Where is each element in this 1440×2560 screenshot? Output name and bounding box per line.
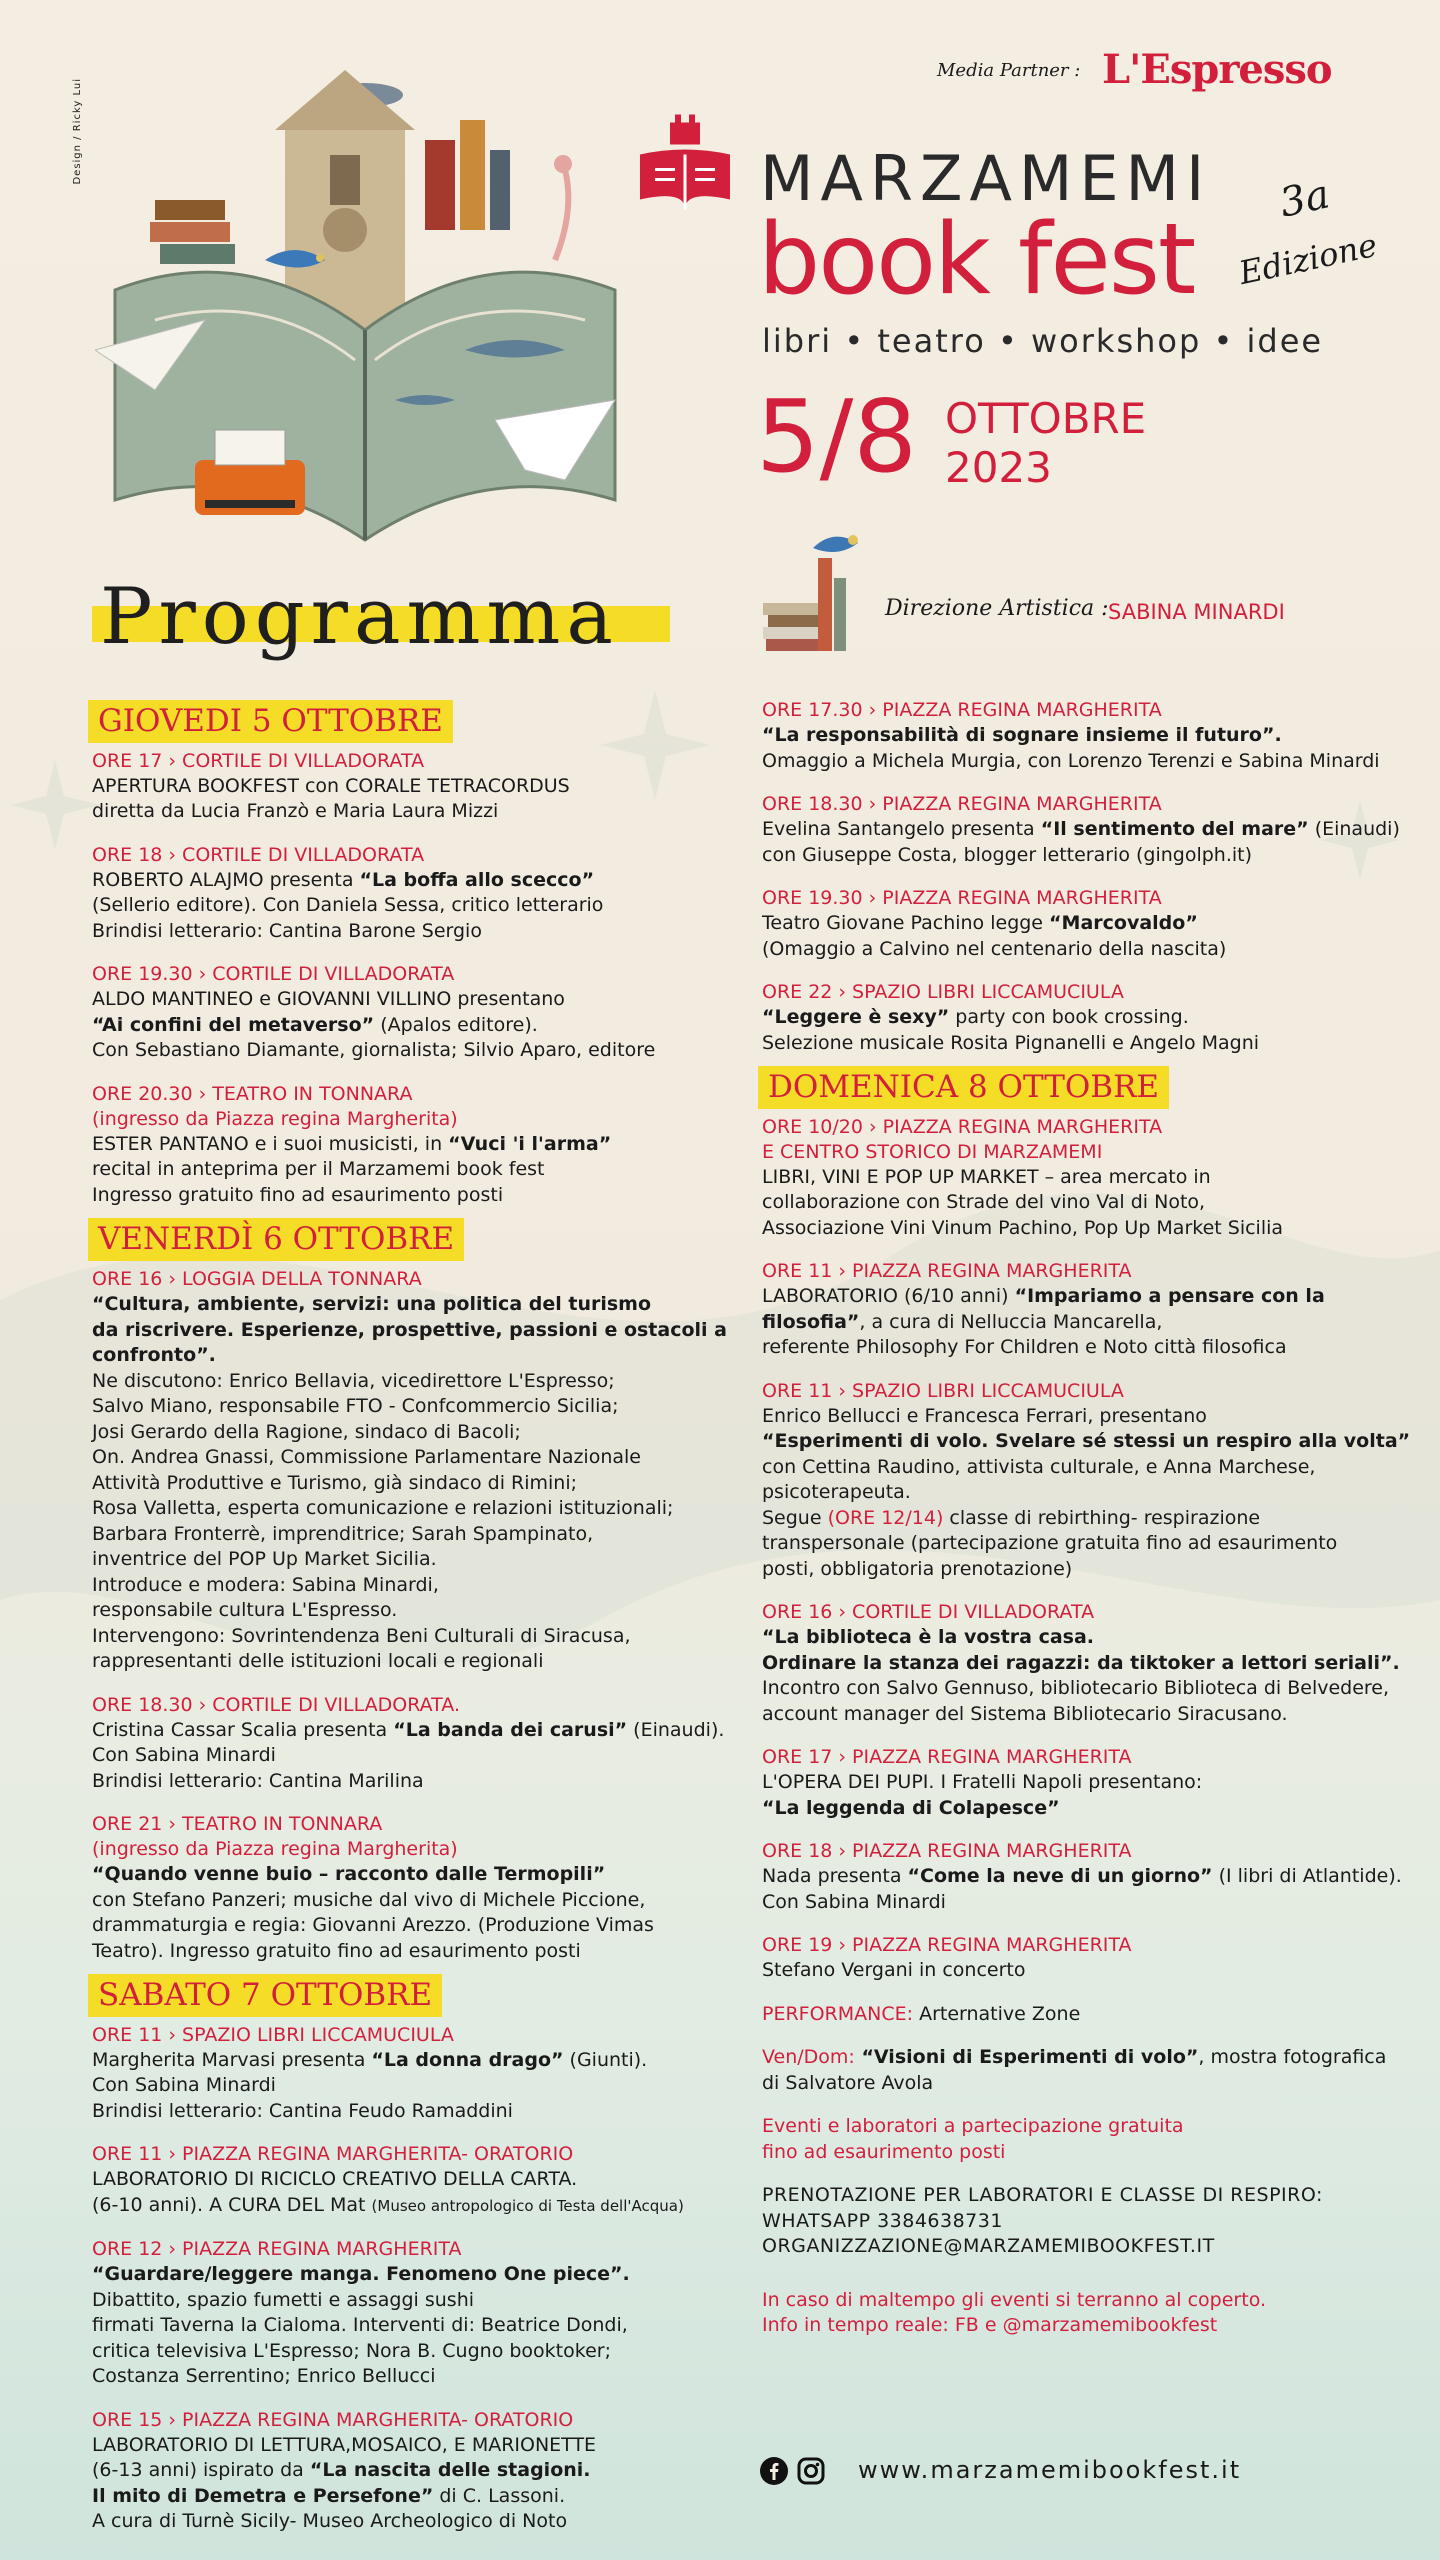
event-description: “Leggere è sexy” party con book crossing. Selezione musicale Rosita Pignanelli e Angelo Magni [762,1006,1260,1054]
event-description: ROBERTO ALAJMO presenta “La boffa allo scecco” (Sellerio editore). Con Daniela Sessa, critico letterario Brindisi letterario: Cantina Barone Sergio [92,868,604,942]
event-time-place: ORE 19 › PIAZZA REGINA MARGHERITA [762,1934,1132,1957]
event-time-place: ORE 16 › LOGGIA DELLA TONNARA [92,1268,422,1290]
event-description: LABORATORIO DI LETTURA,MOSAICO, E MARIONETTE (6-13 anni) ispirato da “La nascita delle stagioni. Il mito di Demetra e Persefone” di C. Lassoni. A cura di Turnè Sicily- Museo Archeologico di Noto [92,2433,597,2533]
event-item [762,1115,1412,1242]
event-item [92,749,732,825]
event-time-place: ORE 11 › PIAZZA REGINA MARGHERITA [762,1260,1132,1283]
tagline: libri • teatro • workshop • idee [762,322,1324,360]
festival-dates: 5/8 [756,378,917,495]
day-heading-friday: VENERDÌ 6 OTTOBRE [88,1218,464,1261]
logo-book-icon [635,112,735,217]
event-time-place: ORE 12 › PIAZZA REGINA MARGHERITA [92,2238,462,2261]
event-time-place: ORE 11 › PIAZZA REGINA MARGHERITA- ORATORIO [92,2143,574,2166]
event-time-place: ORE 18.30 › CORTILE DI VILLADORATA. [92,1693,461,1716]
event-time-place: ORE 17 › PIAZZA REGINA MARGHERITA [762,1746,1132,1769]
event-time-place: ORE 19.30 › PIAZZA REGINA MARGHERITA [762,887,1162,909]
event-description: LABORATORIO (6/10 anni) “Impariamo a pensare con la filosofia”, a cura di Nelluccia Mancarella, referente Philosophy For Children e Noto città filosofica [762,1285,1325,1359]
event-time-place: ORE 17 › CORTILE DI VILLADORATA [92,749,425,772]
right-column [762,698,1412,2357]
event-item [92,1267,732,1675]
instagram-icon[interactable] [797,2457,825,2485]
booking-info: PRENOTAZIONE PER LABORATORI E CLASSE DI RESPIRO: WHATSAPP 3384638731 ORGANIZZAZIONE@MARZAMEMIBOOKFEST.IT [762,2184,1323,2258]
event-item [762,698,1412,774]
event-item [762,1745,1412,1821]
event-description: Cristina Cassar Scalia presenta “La banda dei carusi” (Einaudi). Con Sabina Minardi Brindisi letterario: Cantina Marilina [92,1718,725,1792]
edition-label: Edizione [1235,225,1381,293]
media-partner-label: Media Partner : [937,60,1081,81]
event-item [762,1600,1412,1727]
event-time-place: ORE 20.30 › TEATRO IN TONNARA (ingresso da Piazza regina Margherita) [92,1082,458,1130]
event-item [762,886,1412,962]
event-description: “Guardare/leggere manga. Fenomeno One piece”. Dibattito, spazio fumetti e assaggi sushi firmati Taverna la Cialoma. Interventi di: Beatrice Dondi, critica televisiva L'Espresso; Nora B. Cugno booktoker; Costanza Serrentino; Enrico Bellucci [92,2263,630,2388]
event-description: Teatro Giovane Pachino legge “Marcovaldo” (Omaggio a Calvino nel centenario della nascita) [762,912,1227,960]
performance-note: PERFORMANCE: Arternative Zone [762,2002,1081,2025]
day-heading-sunday: DOMENICA 8 OTTOBRE [758,1066,1169,1109]
event-time-place: ORE 18.30 › PIAZZA REGINA MARGHERITA [762,793,1162,815]
event-description: L'OPERA DEI PUPI. I Fratelli Napoli presentano: “La leggenda di Colapesce” [762,1771,1203,1819]
event-description: “La responsabilità di sognare insieme il futuro”. Omaggio a Michela Murgia, con Lorenzo Terenzi e Sabina Minardi [762,724,1380,772]
event-time-place: ORE 22 › SPAZIO LIBRI LICCAMUCIULA [762,981,1124,1003]
event-item [762,792,1412,868]
event-description: “La biblioteca è la vostra casa. Ordinare la stanza dei ragazzi: da tiktoker a lettori seriali”. Incontro con Salvo Gennuso, bibliotecario Biblioteca di Belvedere, account manager del Sistema Bibliotecario Siracusano. [762,1626,1400,1725]
event-description: ESTER PANTANO e i suoi musicisti, in “Vuci 'i l'arma” recital in anteprima per il Marzamemi book fest Ingresso gratuito fino ad esaurimento posti [92,1132,612,1206]
direction-label: Direzione Artistica : [885,596,1109,621]
free-entry-note: Eventi e laboratori a partecipazione gratuita fino ad esaurimento posti [762,2115,1184,2163]
event-description: “Quando venne buio – racconto dalle Termopili” con Stefano Panzeri; musiche dal vivo di Michele Piccione, drammaturgia e regia: Giovanni Arezzo. (Produzione Vimas Teatro). Ingresso gratuito fino ad esaurimento posti [92,1863,654,1962]
event-time-place: ORE 19.30 › CORTILE DI VILLADORATA [92,963,455,986]
festival-year: 2023 [945,443,1052,492]
day-heading-thursday: GIOVEDI 5 OTTOBRE [88,700,453,743]
festival-title-line2: book fest [758,203,1195,317]
event-time-place: ORE 16 › CORTILE DI VILLADORATA [762,1601,1095,1624]
star-decoration [10,760,100,850]
event-description: Evelina Santangelo presenta “Il sentimento del mare” (Einaudi) con Giuseppe Costa, blogger letterario (gingolph.it) [762,818,1400,866]
event-item [762,1259,1412,1361]
event-item [762,980,1412,1056]
programma-heading: Programma [100,572,619,662]
event-item [92,1082,732,1209]
edition-number: 3a [1275,171,1334,227]
event-item [762,1839,1412,1915]
event-time-place: ORE 21 › TEATRO IN TONNARA (ingresso da Piazza regina Margherita) [92,1813,458,1860]
event-time-place: ORE 17.30 › PIAZZA REGINA MARGHERITA [762,699,1162,721]
event-description: Enrico Bellucci e Francesca Ferrari, presentano “Esperimenti di volo. Svelare sé stessi un respiro alla volta” con Cettina Raudino, attivista culturale, e Anna Marchese, psicoterapeuta. Segue (ORE 12/14) classe di rebirthing- respirazione transpersonale (partecipazione gratuita fino ad esaurimento posti, obbligatoria prenotazione) [762,1404,1411,1580]
event-item [92,2142,732,2219]
event-time-place: ORE 18 › CORTILE DI VILLADORATA [92,843,425,866]
festival-title-line1: MARZAMEMI [760,142,1212,215]
event-description: ALDO MANTINEO e GIOVANNI VILLINO presentano “Ai confini del metaverso” (Apalos editore). Con Sebastiano Diamante, giornalista; Silvio Aparo, editore [92,988,656,1062]
event-item [92,962,732,1064]
event-description: Stefano Vergani in concerto [762,1959,1026,1982]
event-description: LABORATORIO DI RICICLO CREATIVO DELLA CARTA. (6-10 anni). A CURA DEL Mat (Museo antropologico di Testa dell'Acqua) [92,2168,684,2216]
event-item [92,1693,732,1795]
event-item [92,1812,732,1964]
event-time-place: ORE 10/20 › PIAZZA REGINA MARGHERITA E CENTRO STORICO DI MARZAMEMI [762,1115,1163,1163]
weather-note: In caso di maltempo gli eventi si terranno al coperto. Info in tempo reale: FB e @marzamemibookfest [762,2288,1267,2337]
event-time-place: ORE 15 › PIAZZA REGINA MARGHERITA- ORATORIO [92,2408,574,2431]
event-item [92,2237,732,2390]
festival-month: OTTOBRE [945,394,1147,443]
event-time-place: ORE 11 › SPAZIO LIBRI LICCAMUCIULA [762,1379,1124,1402]
event-time-place: ORE 11 › SPAZIO LIBRI LICCAMUCIULA [92,2023,454,2046]
event-time-place: ORE 18 › PIAZZA REGINA MARGHERITA [762,1840,1132,1863]
event-description: LIBRI, VINI E POP UP MARKET – area mercato in collaborazione con Strade del vino Val di Noto, Associazione Vini Vinum Pachino, Pop Up Market Sicilia [762,1165,1284,1239]
event-item [762,1933,1412,1984]
bird-books-icon [758,518,878,653]
day-heading-saturday: SABATO 7 OTTOBRE [88,1974,442,2017]
event-item [92,2408,732,2535]
partner-logo: L'Espresso [1102,46,1332,93]
design-credit: Design / Ricky Lui [72,78,83,185]
book-illustration [95,60,645,560]
event-item [762,1379,1412,1583]
event-description: APERTURA BOOKFEST con CORALE TETRACORDUS diretta da Lucia Franzò e Maria Laura Mizzi [92,774,570,823]
left-column [92,696,732,2553]
event-description: Nada presenta “Come la neve di un giorno” (I libri di Atlantide). Con Sabina Minardi [762,1865,1402,1913]
artistic-director: SABINA MINARDI [1108,600,1285,624]
exhibition-note: Ven/Dom: “Visioni di Esperimenti di volo”, mostra fotografica di Salvatore Avola [762,2046,1387,2094]
event-item [92,843,732,945]
event-description: Margherita Marvasi presenta “La donna drago” (Giunti). Con Sabina Minardi Brindisi letterario: Cantina Feudo Ramaddini [92,2048,648,2122]
event-item [92,2023,732,2125]
facebook-icon[interactable] [760,2457,788,2485]
website-link[interactable]: www.marzamemibookfest.it [858,2456,1242,2484]
event-description: “Cultura, ambiente, servizi: una politica del turismo da riscrivere. Esperienze, prospettive, passioni e ostacoli a confronto”. Ne discutono: Enrico Bellavia, vicedirettore L'Espresso; Salvo Miano, responsabile FTO - Confcommercio Sicilia; Josi Gerardo della Ragione, sindaco di Bacoli; On. Andrea Gnassi, Commissione Parlamentare Nazionale Attività Produttive e Turismo, già sindaco di Rimini; Rosa Valletta, esperta comunicazione e relazioni istituzionali; Barbara Fronterrè, imprenditrice; Sarah Spampinato, inventrice del POP Up Market Sicilia. Introduce e modera: Sabina Minardi, responsabile cultura L'Espresso. Intervengono: Sovrintendenza Beni Culturali di Siracusa, rappresentanti delle istituzioni locali e regionali [92,1293,727,1672]
